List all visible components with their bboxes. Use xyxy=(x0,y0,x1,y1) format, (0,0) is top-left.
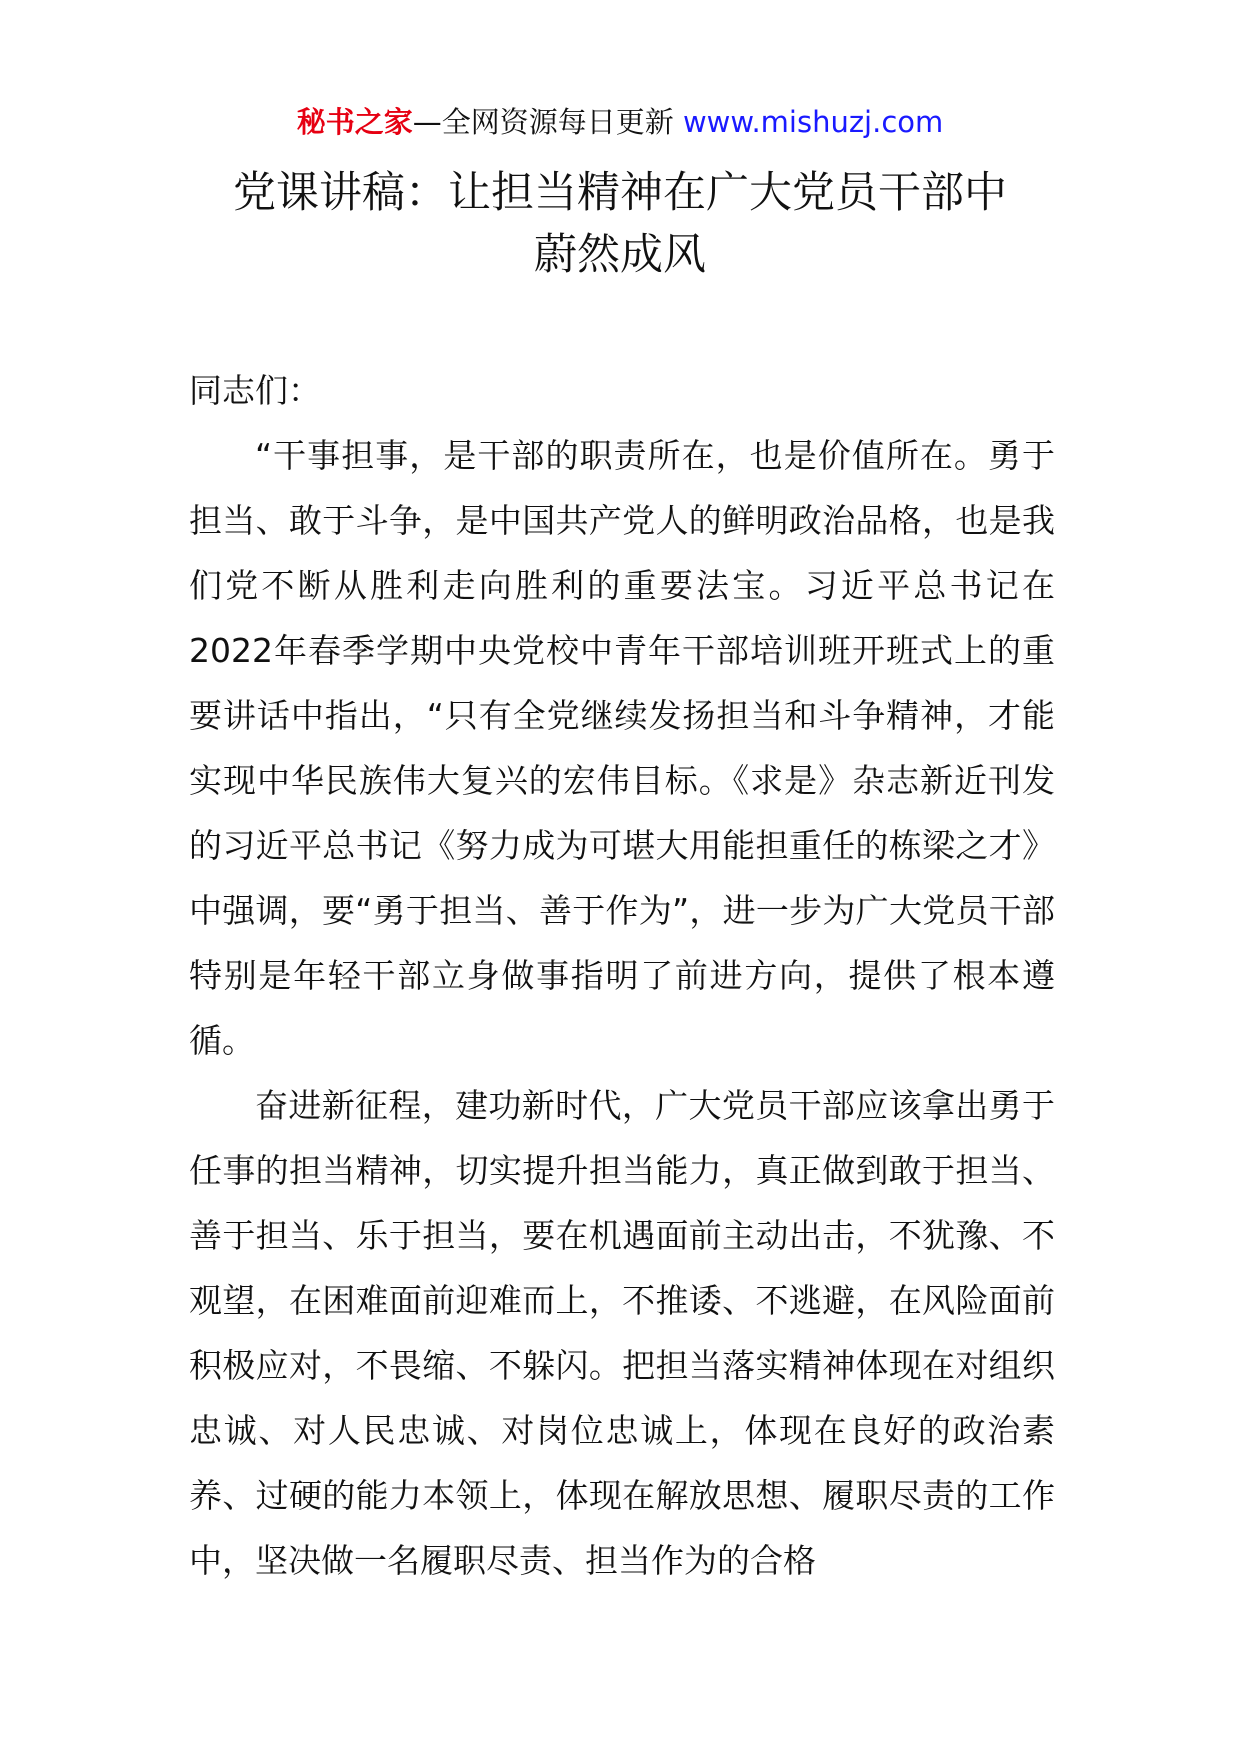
document-title xyxy=(180,162,1060,286)
site-url[interactable]: www.mishuzj.com xyxy=(682,105,944,139)
salutation: 同志们： xyxy=(189,371,321,410)
site-banner xyxy=(0,102,1240,142)
document-body xyxy=(189,358,1055,1593)
title-line-1: 党课讲稿：让担当精神在广大党员干部中 xyxy=(233,168,1007,218)
paragraph: “干事担事，是干部的职责所在，也是价值所在。勇于担当、敢于斗争，是中国共产党人的鲜明政治品格，也是我们党不断从胜利走向胜利的重要法宝。习近平总书记在2022年春季学期中央党校中青年干部培训班开班式上的重要讲话中指出，“只有全党继续发扬担当和斗争精神，才能实现中华民族伟大复兴的宏伟目标。《求是》杂志新近刊发的习近平总书记《努力成为可堪大用能担重任的栋梁之才》中强调，要“勇于担当、善于作为”，进一步为广大党员干部特别是年轻干部立身做事指明了前进方向，提供了根本遵循。 xyxy=(189,436,1055,1060)
title-line-2: 蔚然成风 xyxy=(534,230,706,280)
banner-slogan: —全网资源每日更新 xyxy=(412,105,674,139)
paragraph: 奋进新征程，建功新时代，广大党员干部应该拿出勇于任事的担当精神，切实提升担当能力，真正做到敢于担当、 善于担当、乐于担当，要在机遇面前主动出击，不犹豫、不观望，在困难面前迎难而上，不推诿、不逃避，在风险面前积极应对，不畏缩、不躲闪。把担当落实精神体现在对组织忠诚、对人民忠诚、对岗位忠诚上，体现在良好的政治素养、过硬的能力本领上，体现在解放思想、履职尽责的工作中，坚决做一名履职尽责、担当作为的合格 xyxy=(189,1086,1055,1580)
brand-name: 秘书之家 xyxy=(296,105,413,139)
